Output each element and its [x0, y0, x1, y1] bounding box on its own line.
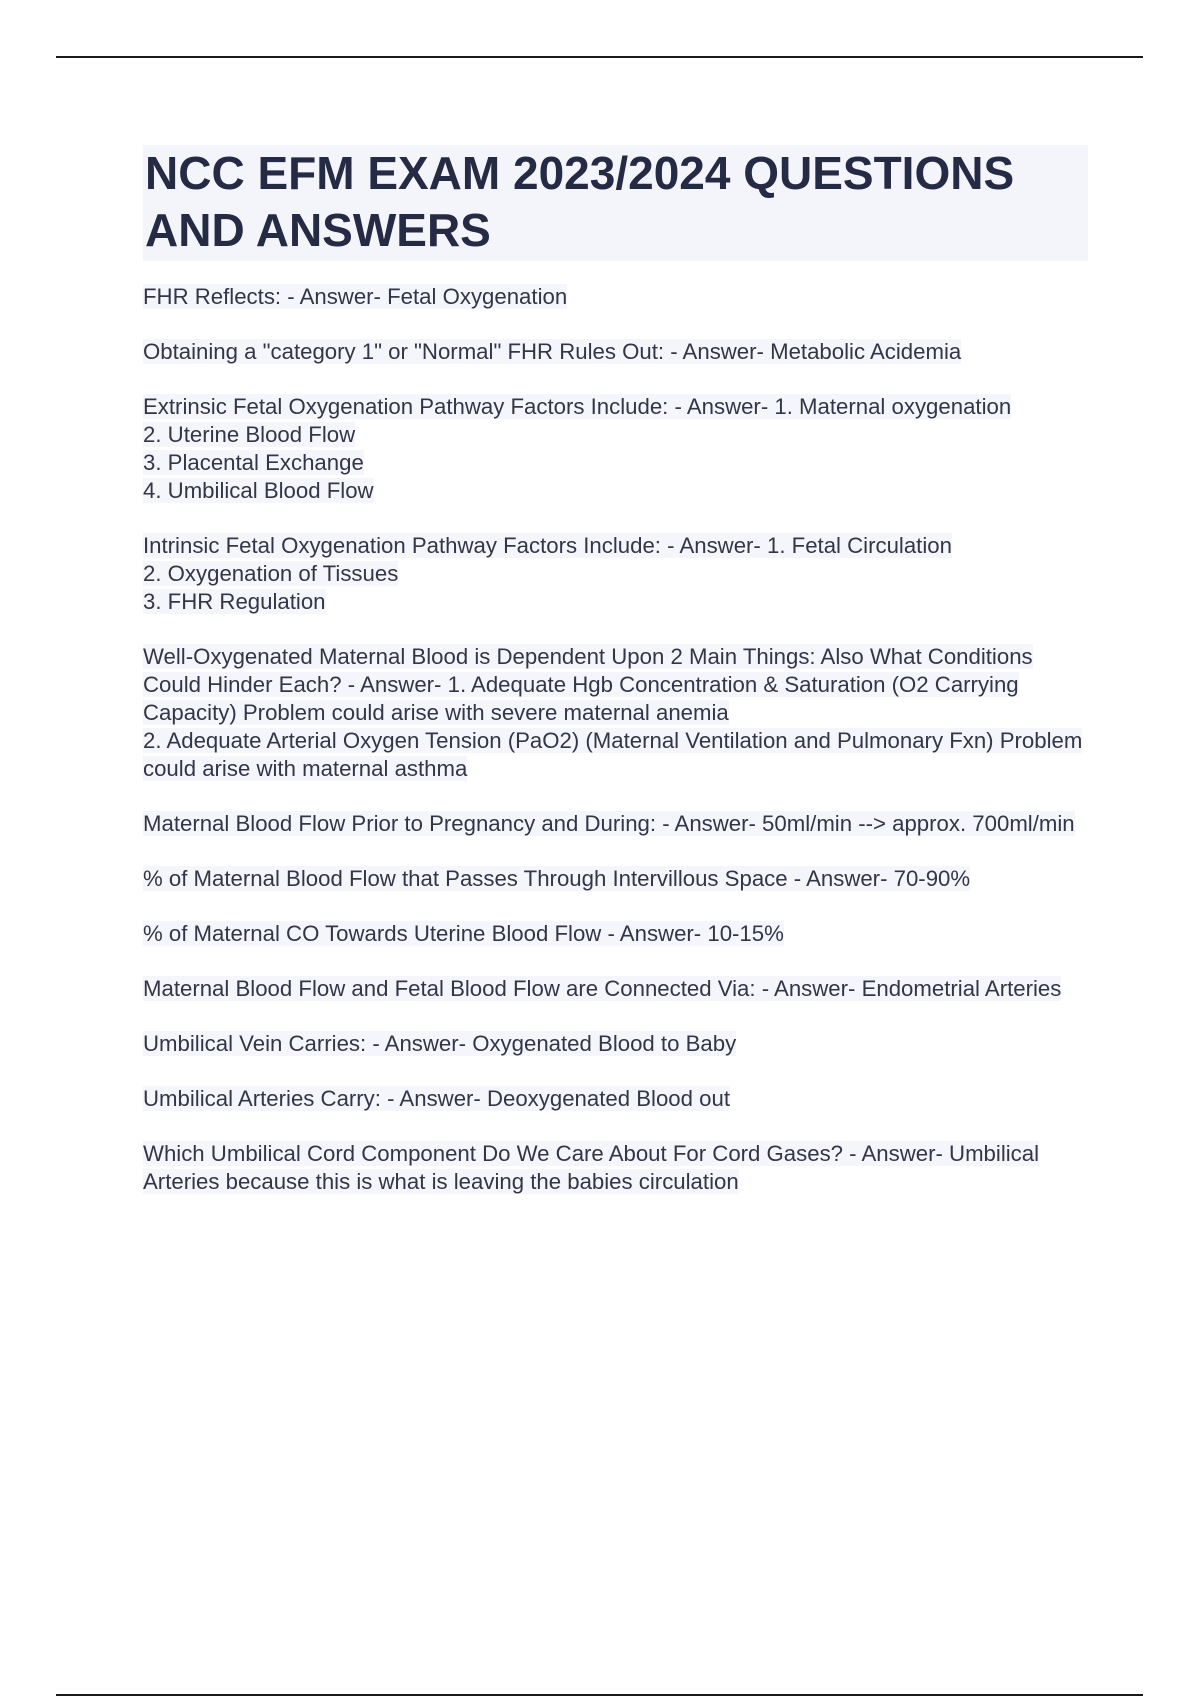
qa-item: Umbilical Arteries Carry: - Answer- Deoxygenated Blood out	[143, 1086, 730, 1111]
document-title: NCC EFM EXAM 2023/2024 QUESTIONS AND ANSWERS	[143, 145, 1088, 261]
qa-item: FHR Reflects: - Answer- Fetal Oxygenation	[143, 284, 568, 309]
qa-item: Maternal Blood Flow and Fetal Blood Flow are Connected Via: - Answer- Endometrial Arteries	[143, 976, 1062, 1001]
qa-item: Which Umbilical Cord Component Do We Care About For Cord Gases? - Answer- Umbilical Arteries because this is what is leaving the babies circulation	[143, 1141, 1040, 1194]
qa-item: Intrinsic Fetal Oxygenation Pathway Factors Include: - Answer- 1. Fetal Circulation 2. Oxygenation of Tissues 3. FHR Regulation	[143, 533, 952, 614]
footer-rule	[56, 1694, 1143, 1696]
qa-item: % of Maternal Blood Flow that Passes Through Intervillous Space - Answer- 70-90%	[143, 866, 971, 891]
qa-item: Obtaining a "category 1" or "Normal" FHR Rules Out: - Answer- Metabolic Acidemia	[143, 339, 962, 364]
qa-item: Well-Oxygenated Maternal Blood is Dependent Upon 2 Main Things: Also What Conditions Could Hinder Each? - Answer- 1. Adequate Hgb Concentration & Saturation (O2 Carrying Capacity) Problem could arise with severe maternal anemia 2. Adequate Arterial Oxygen Tension (PaO2) (Maternal Ventilation and Pulmonary Fxn) Problem could arise with maternal asthma	[143, 644, 1083, 781]
document-body	[143, 145, 1088, 1223]
header-rule	[56, 56, 1143, 58]
qa-list	[143, 283, 1088, 1196]
qa-item: % of Maternal CO Towards Uterine Blood Flow - Answer- 10-15%	[143, 921, 784, 946]
qa-item: Maternal Blood Flow Prior to Pregnancy and During: - Answer- 50ml/min --> approx. 700ml/min	[143, 811, 1075, 836]
qa-item: Umbilical Vein Carries: - Answer- Oxygenated Blood to Baby	[143, 1031, 737, 1056]
qa-item: Extrinsic Fetal Oxygenation Pathway Factors Include: - Answer- 1. Maternal oxygenation 2. Uterine Blood Flow 3. Placental Exchange 4. Umbilical Blood Flow	[143, 394, 1012, 503]
